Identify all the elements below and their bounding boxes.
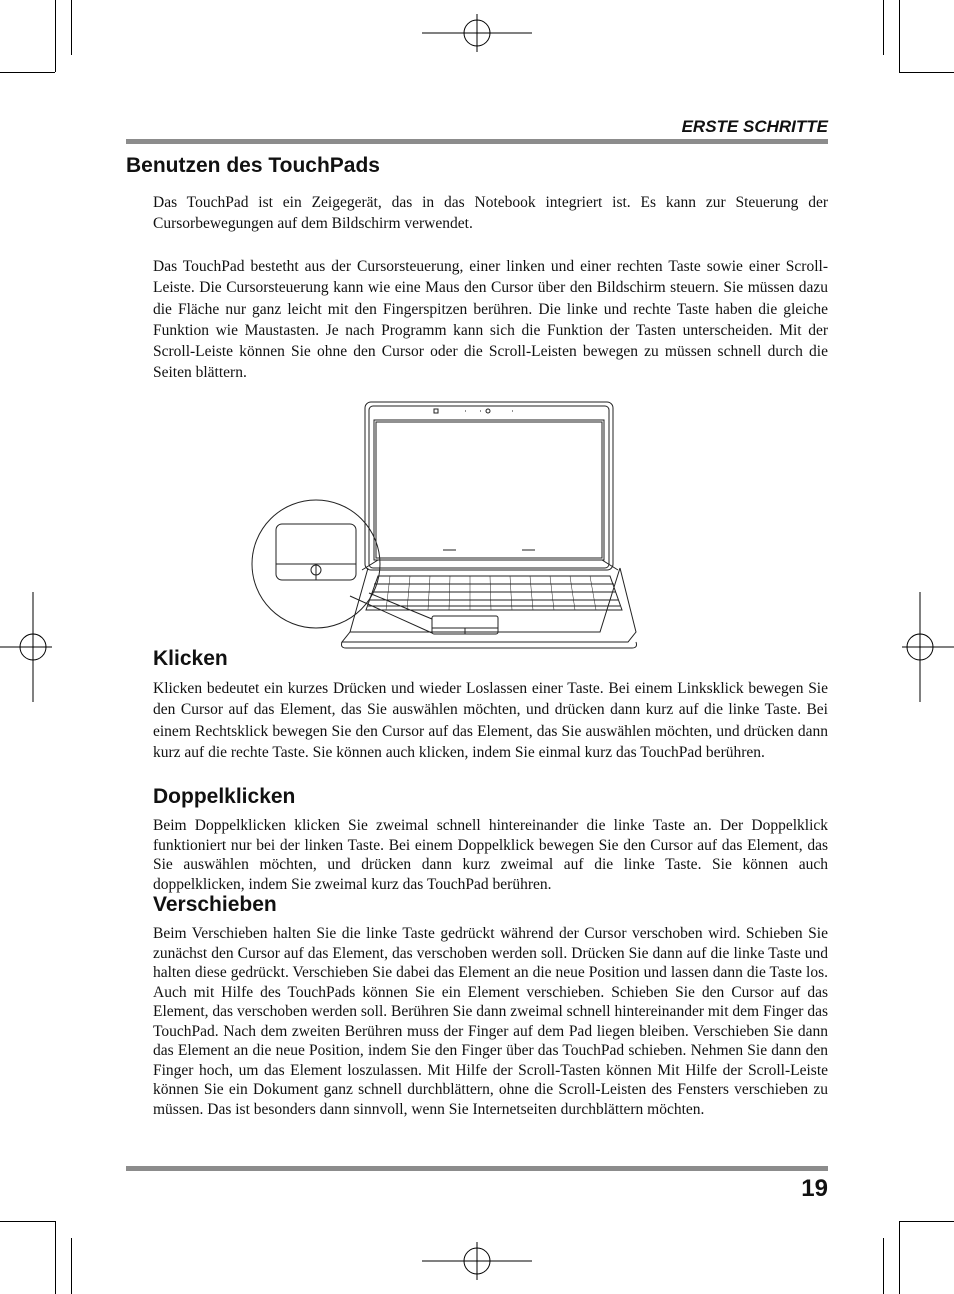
- klicken-paragraph: Klicken bedeutet ein kurzes Drücken und wieder Loslassen einer Taste. Bei einem Linksklick bewegen Sie den Cursor auf das Element, das Sie auswählen möchten, und drücken dann kurz auf die linke Taste. Bei einem Rechtsklick bewegen Sie den Cursor auf das Element, das Sie auswählen möchten, und drücken dann kurz auf die rechte Taste. Sie können auch klicken, indem Sie einmal kurz das TouchPad berühren.: [153, 680, 828, 761]
- heading-verschieben: Verschieben: [153, 893, 277, 916]
- page-title: Benutzen des TouchPads: [126, 154, 380, 177]
- footer-rule: [126, 1166, 828, 1171]
- header-rule: [126, 139, 828, 144]
- doppelklicken-paragraph: Beim Doppelklicken klicken Sie zweimal schnell hintereinander die linke Taste an. Der Doppelklick funktioniert nur bei der linken Taste. Bei einem Doppelklick bewegen Sie den Cursor auf das Element, das Sie auswählen möchten, und drücken dann kurz zweimal auf die linke Taste. Sie können auch doppelklicken, indem Sie zweimal kurz das TouchPad berühren.: [153, 817, 828, 893]
- verschieben-paragraph: Beim Verschieben halten Sie die linke Taste gedrückt während der Cursor verschoben wird. Schieben Sie zunächst den Cursor auf das Element, das verschoben werden soll. Drücken Sie dann auf die linke Taste und halten diese gedrückt. Verschieben Sie dabei das Element an die neue Position und lassen dann die Taste los. Auch mit Hilfe des TouchPads können Sie ein Element verschieben. Schieben Sie den Cursor auf das Element, das verschoben werden soll. Berühren Sie dann zweimal schnell hintereinander mit dem Finger das TouchPad. Nach dem zweiten Berühren muss der Finger auf dem Pad liegen bleiben. Verschieben Sie dann das Element an die neue Position, indem Sie den Finger über das TouchPad schieben. Nehmen Sie dann den Finger hoch, um das Element loszulassen. Mit Hilfe der Scroll-Tasten können Mit Hilfe der Scroll-Leiste können Sie ein Dokument ganz schnell durchblättern, ohne die Scroll-Leisten des Fensters verschieben zu müssen. Das ist besonders dann sinnvoll, wenn Sie Internetseiten durchblättern möchten.: [153, 925, 828, 1118]
- intro-paragraph-1: Das TouchPad ist ein Zeigegerät, das in das Notebook integriert ist. Es kann zur Steuerung der Cursorbewegungen auf dem Bildschirm verwendet.: [153, 194, 828, 233]
- intro-paragraph-2: Das TouchPad bestetht aus der Cursorsteuerung, einer linken und einer rechten Taste sowie einer Scroll-Leiste. Die Cursorsteuerung kann wie eine Maus den Cursor über den Bildschirm steuern. Sie müssen dazu die Fläche nur ganz leicht mit den Fingerspitzen berühren. Die linke und rechte Taste haben die gleiche Funktion wie Maustasten. Je nach Programm kann sich die Funktion der Tasten unterscheiden. Mit der Scroll-Leiste können Sie ohne den Cursor oder die Scroll-Leisten bewegen zu müssen schnell durch die Seiten blättern.: [153, 258, 828, 382]
- heading-klicken: Klicken: [153, 647, 228, 670]
- page-number: 19: [801, 1175, 828, 1202]
- running-header: ERSTE SCHRITTE: [681, 117, 828, 136]
- heading-doppelklicken: Doppelklicken: [153, 785, 296, 808]
- laptop-touchpad-illustration: [250, 400, 638, 650]
